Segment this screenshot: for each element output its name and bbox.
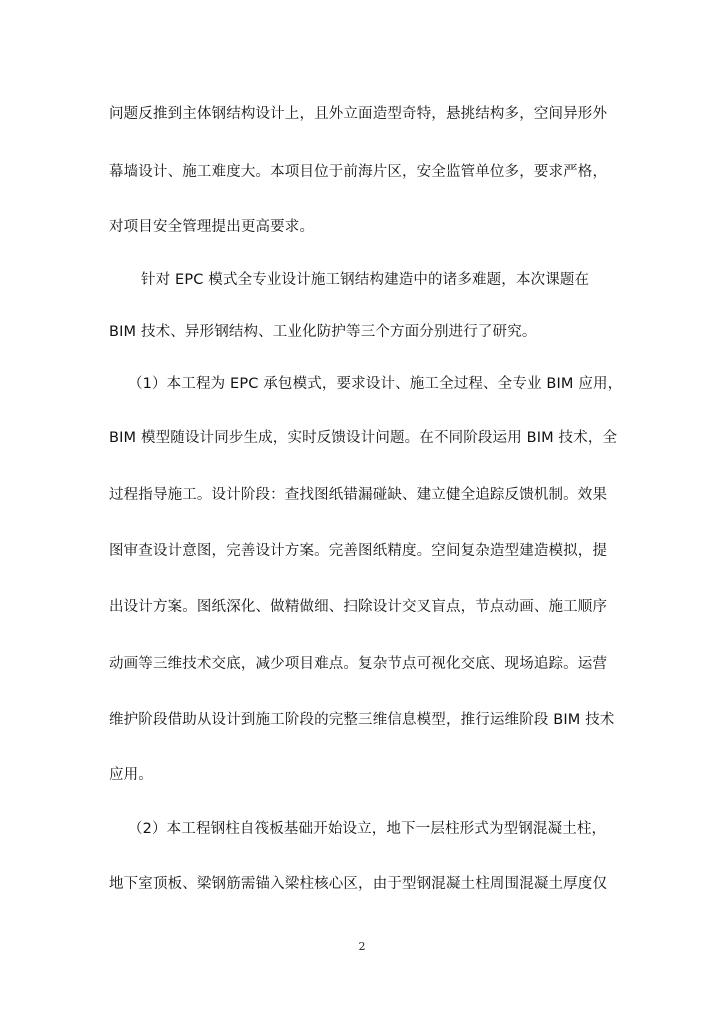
text-line: BIM 模型随设计同步生成，实时反馈设计问题。在不同阶段运用 BIM 技术，全	[109, 430, 618, 446]
text-line: 地下室顶板、梁钢筋需锚入梁柱核心区，由于型钢混凝土柱周围混凝土厚度仅	[109, 876, 608, 892]
paragraph-start-line: （1）本工程为 EPC 承包模式，要求设计、施工全过程、全专业 BIM 应用，	[128, 376, 623, 392]
text-line: 问题反推到主体钢结构设计上，且外立面造型奇特，悬挑结构多，空间异形外	[109, 106, 608, 122]
text-line: 动画等三维技术交底，减少项目难点。复杂节点可视化交底、现场追踪。运营	[109, 656, 608, 672]
text-line: 图审查设计意图，完善设计方案。完善图纸精度。空间复杂造型建造模拟，提	[109, 543, 608, 559]
text-line: 对项目安全管理提出更高要求。	[109, 219, 315, 235]
text-line: 维护阶段借助从设计到施工阶段的完整三维信息模型，推行运维阶段 BIM 技术	[109, 712, 615, 728]
text-line: BIM 技术、异形钢结构、工业化防护等三个方面分别进行了研究。	[109, 324, 537, 340]
page-number: 2	[358, 940, 366, 953]
text-line: 幕墙设计、施工难度大。本项目位于前海片区，安全监管单位多，要求严格，	[109, 164, 608, 180]
paragraph-start-line: （2）本工程钢柱自筏板基础开始设立，地下一层柱形式为型钢混凝土柱，	[128, 821, 607, 837]
text-line: 出设计方案。图纸深化、做精做细、扫除设计交叉盲点，节点动画、施工顺序	[109, 599, 608, 615]
text-line: 过程指导施工。设计阶段：查找图纸错漏碰缺、建立健全追踪反馈机制。效果	[109, 487, 608, 503]
text-line: 应用。	[109, 767, 153, 783]
paragraph-start-line: 针对 EPC 模式全专业设计施工钢结构建造中的诸多难题，本次课题在	[141, 272, 590, 288]
